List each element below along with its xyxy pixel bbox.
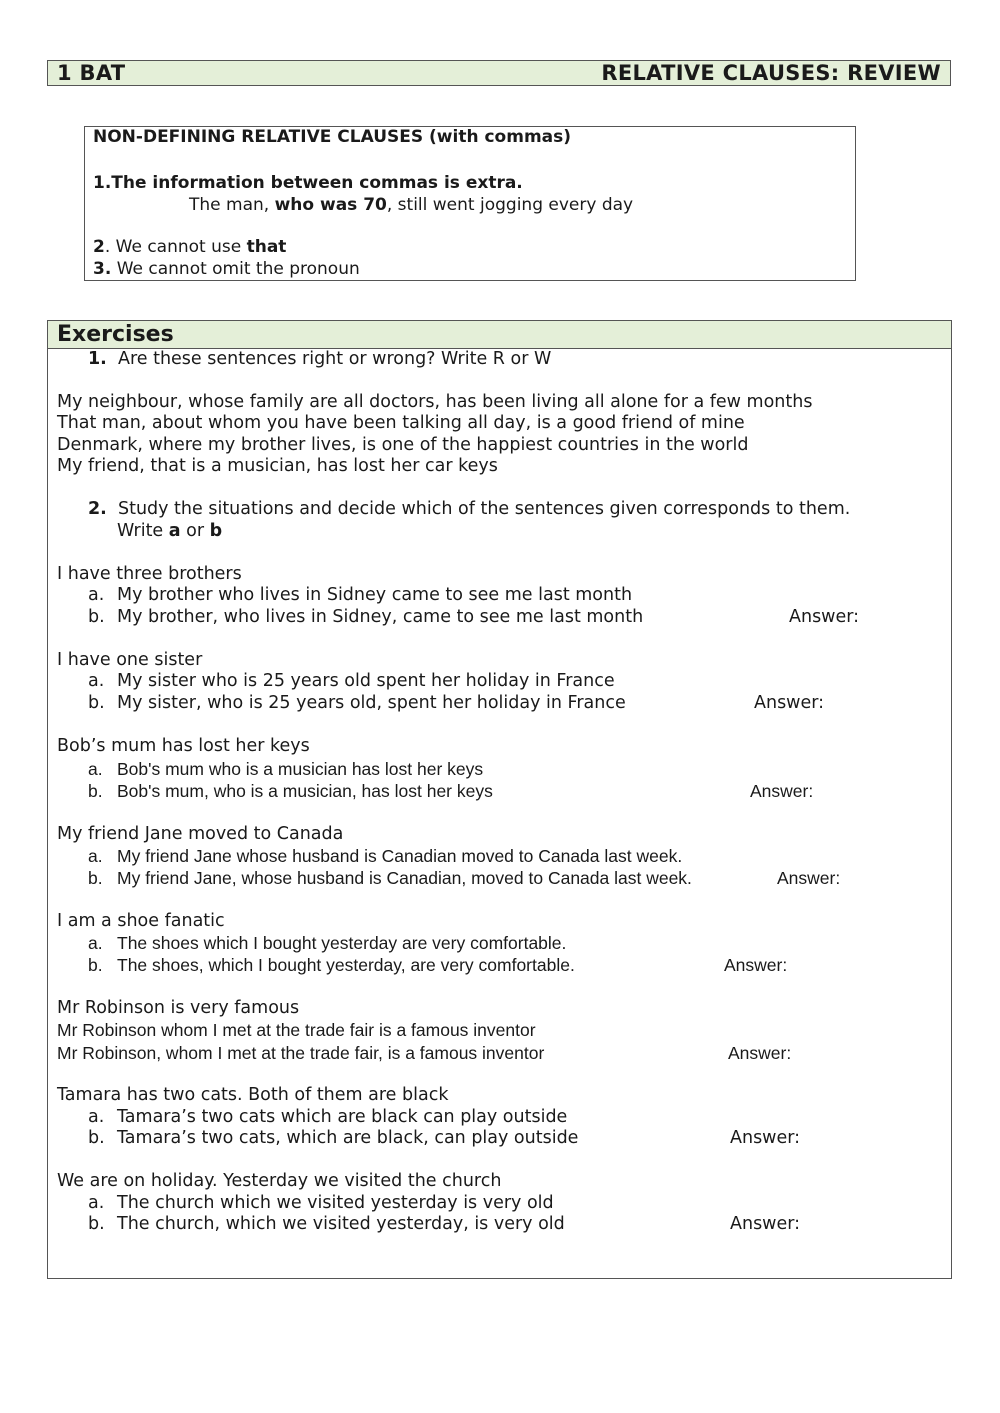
example-pre: The man, (189, 195, 270, 215)
rules-box (84, 126, 856, 281)
option-b-sentence: My sister, who is 25 years old, spent her holiday in France (117, 693, 626, 713)
option-b-sentence: The shoes, which I bought yesterday, are very comfortable. (117, 955, 575, 975)
exercise-1-text: Are these sentences right or wrong? Write R or W (117, 349, 552, 369)
example-post: , still went jogging every day (386, 195, 634, 215)
option-b-sentence: Bob's mum, who is a musician, has lost her keys (117, 781, 493, 801)
rule-3-text: We cannot omit the pronoun (111, 259, 360, 279)
write-label: Write (117, 521, 169, 541)
rule-3-num: 3. (93, 259, 112, 279)
rule-2-text: . We cannot use (104, 237, 242, 257)
rule-1-example (189, 195, 633, 217)
rule-3 (93, 259, 360, 281)
option-b-sentence: Mr Robinson, whom I met at the trade fair, is a famous inventor (57, 1043, 545, 1063)
option-b-label: b. (88, 1128, 105, 1148)
rule-1: 1.The information between commas is extra. (93, 173, 523, 193)
situation: Mr Robinson is very famous (57, 998, 300, 1018)
situation: We are on holiday. Yesterday we visited the church (57, 1171, 502, 1191)
rule-2-num: 2 (93, 237, 105, 257)
exercise-2-text: Study the situations and decide which of the sentences given corresponds to them. (117, 499, 851, 519)
answer-label: Answer: (728, 1043, 792, 1063)
situation: My friend Jane moved to Canada (57, 824, 344, 844)
example-bold: who was 70 (274, 195, 387, 215)
exercises-heading: Exercises (47, 320, 952, 349)
option-a-sentence: My brother who lives in Sidney came to see me last month (117, 585, 633, 605)
rule-2-bold: that (246, 237, 287, 257)
option-b-sentence: Tamara’s two cats, which are black, can play outside (117, 1128, 579, 1148)
option-a-label: a. (88, 759, 103, 779)
option-a: a (168, 521, 181, 541)
answer-label: Answer: (730, 1128, 801, 1148)
situation: Bob’s mum has lost her keys (57, 736, 310, 756)
situation: Tamara has two cats. Both of them are black (57, 1085, 449, 1105)
option-a-sentence: Tamara’s two cats which are black can play outside (117, 1107, 568, 1127)
or-label: or (180, 521, 210, 541)
exercise-1-number: 1. (88, 349, 107, 369)
class-label: 1 BAT (57, 61, 126, 85)
situation: I have one sister (57, 650, 203, 670)
option-b: b (209, 521, 223, 541)
option-a-sentence: My friend Jane whose husband is Canadian moved to Canada last week. (117, 846, 683, 866)
answer-label: Answer: (724, 955, 788, 975)
page-title: RELATIVE CLAUSES: REVIEW (601, 61, 941, 85)
rule-2 (93, 237, 286, 259)
exercise-2-number: 2. (88, 499, 107, 519)
option-a-sentence: Bob's mum who is a musician has lost her keys (117, 759, 484, 779)
answer-label: Answer: (777, 868, 841, 888)
ex1-sentence: My friend, that is a musician, has lost her car keys (57, 456, 498, 476)
option-b-label: b. (88, 781, 103, 801)
answer-label: Answer: (754, 693, 825, 713)
exercise-2-instruction-line2 (117, 521, 222, 542)
option-a-label: a. (88, 671, 105, 691)
title-bar (47, 60, 951, 86)
option-a-sentence: The shoes which I bought yesterday are very comfortable. (117, 933, 567, 953)
ex1-sentence: My neighbour, whose family are all doctors, has been living all alone for a few months (57, 392, 813, 412)
ex1-sentence: That man, about whom you have been talking all day, is a good friend of mine (57, 413, 745, 433)
option-b-sentence: The church, which we visited yesterday, is very old (117, 1214, 565, 1234)
option-a-label: a. (88, 585, 105, 605)
option-a-label: a. (88, 1107, 105, 1127)
answer-label: Answer: (750, 781, 814, 801)
option-b-label: b. (88, 1214, 105, 1234)
option-b-sentence: My friend Jane, whose husband is Canadian, moved to Canada last week. (117, 868, 692, 888)
exercise-2-instruction (88, 499, 850, 520)
situation: I am a shoe fanatic (57, 911, 225, 931)
option-b-label: b. (88, 693, 105, 713)
option-b-sentence: My brother, who lives in Sidney, came to see me last month (117, 607, 644, 627)
answer-label: Answer: (789, 607, 860, 627)
option-a-label: a. (88, 846, 103, 866)
option-a-sentence: My sister who is 25 years old spent her holiday in France (117, 671, 615, 691)
option-a-sentence: The church which we visited yesterday is very old (117, 1193, 554, 1213)
option-b-label: b. (88, 607, 105, 627)
option-b-label: b. (88, 955, 103, 975)
option-a-sentence: Mr Robinson whom I met at the trade fair is a famous inventor (57, 1020, 536, 1040)
situation: I have three brothers (57, 564, 242, 584)
option-a-label: a. (88, 1193, 105, 1213)
ex1-sentence: Denmark, where my brother lives, is one of the happiest countries in the world (57, 435, 749, 455)
answer-label: Answer: (730, 1214, 801, 1234)
rules-title: NON-DEFINING RELATIVE CLAUSES (with commas) (93, 127, 572, 147)
option-b-label: b. (88, 868, 103, 888)
exercise-1-instruction (88, 349, 551, 370)
option-a-label: a. (88, 933, 103, 953)
